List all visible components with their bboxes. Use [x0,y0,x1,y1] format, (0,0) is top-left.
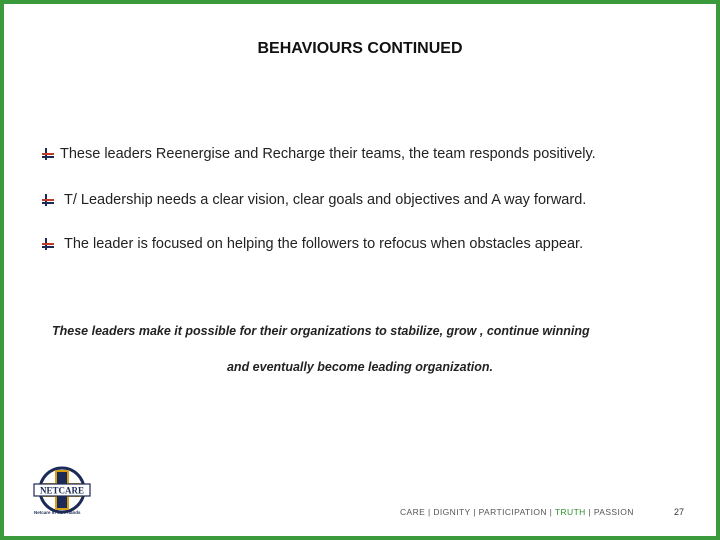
footer-values-highlight: TRUTH [554,507,586,517]
bullet-text: T/ Leadership needs a clear vision, clear goals and objectives and A way forward. [64,192,587,208]
slide-title: BEHAVIOURS CONTINUED [257,40,463,57]
stacked-bar-bullet-icon [42,147,56,161]
logo-tagline: Netcare in safe hands [34,510,81,515]
emphasis-line: These leaders make it possible for their organizations to stabilize, grow , continue winning [52,324,590,338]
page-number: 27 [674,507,685,517]
logo-text: NETCARE [39,485,85,496]
bullet-text: The leader is focused on helping the followers to refocus when obstacles appear. [64,236,584,252]
stacked-bar-bullet-icon [42,193,56,207]
footer-values-suffix: | PASSION [585,507,634,517]
bullet-item [42,192,586,208]
bullet-item [42,146,596,162]
bullet-text: These leaders Reenergise and Recharge their teams, the team responds positively. [60,146,596,162]
stacked-bar-bullet-icon [42,237,56,251]
footer-values [400,507,634,517]
emphasis-line: and eventually become leading organization. [226,360,494,374]
bullet-item [42,236,583,252]
footer-values-prefix: CARE | DIGNITY | PARTICIPATION | [400,507,555,517]
